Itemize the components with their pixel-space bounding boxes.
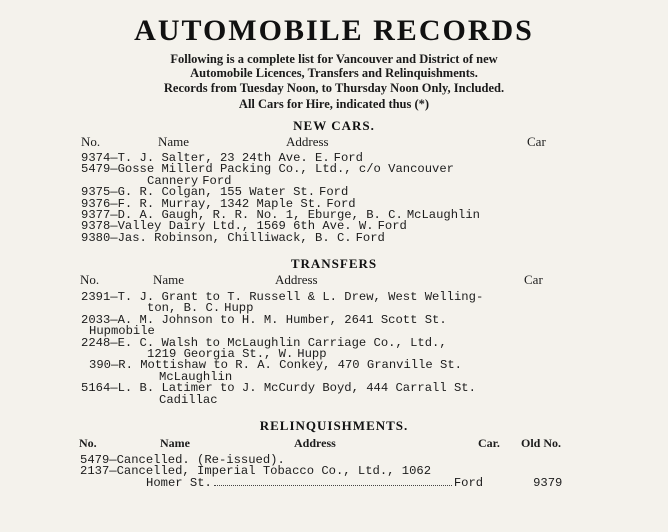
list-item: 5164—L. B. Latimer to J. McCurdy Boyd, 444 Carrall St. Cadillac	[81, 381, 476, 407]
list-item: 9378—Valley Dairy Ltd., 1569 6th Ave. W. Ford	[81, 219, 407, 234]
column-car: Car	[527, 134, 546, 149]
list-item: 2248—E. C. Walsh to McLaughlin Carriage Co., Ltd., 1219 Georgia St., W. Hupp	[81, 335, 447, 361]
new-cars-heading: NEW CARS.	[293, 118, 375, 133]
column-car: Car	[524, 272, 543, 287]
transfers-list	[81, 292, 566, 406]
list-item: 5479—Cancelled. (Re-issued).	[80, 453, 285, 467]
transfers-heading: TRANSFERS	[290, 256, 378, 271]
car-make: Ford	[319, 185, 349, 200]
column-car: Car.	[478, 436, 500, 450]
column-old-no: Old No.	[521, 436, 562, 450]
intro-line-4: All Cars for Hire, indicated thus (*)	[238, 97, 430, 111]
column-name: Name	[160, 436, 190, 450]
list-item: 9374—T. J. Salter, 23 24th Ave. E. Ford	[81, 151, 363, 165]
relinquishments-heading: RELINQUISHMENTS.	[259, 418, 409, 433]
list-item: 9380—Jas. Robinson, Chilliwack, B. C. Ford	[81, 230, 385, 245]
intro-line-2: Automobile Licences, Transfers and Relinquishments.	[190, 66, 478, 80]
car-make: Ford	[202, 173, 232, 188]
car-make: McLaughlin	[159, 369, 233, 384]
old-number: 9379	[533, 475, 563, 490]
car-make: Ford	[453, 475, 484, 490]
car-make: Cadillac	[159, 392, 218, 407]
column-no: No.	[80, 272, 100, 287]
page-title: AUTOMOBILE RECORDS	[134, 14, 534, 47]
list-item: 9375—G. R. Colgan, 155 Water St. Ford	[81, 185, 349, 200]
list-item: 9377—D. A. Gaugh, R. R. No. 1, Eburge, B. C. McLaughlin	[81, 207, 480, 222]
list-item: 5479—Gosse Millerd Packing Co., Ltd., c/o Vancouver Cannery Ford	[81, 162, 454, 188]
list-item: 2391—T. J. Grant to T. Russell & L. Drew, West Welling- ton, B. C. Hupp	[81, 290, 484, 316]
intro-line-3: Records from Tuesday Noon, to Thursday Noon Only, Included.	[163, 81, 505, 95]
car-make: Ford	[333, 151, 363, 165]
intro-line-1: Following is a complete list for Vancouver and District of new	[170, 52, 498, 66]
column-name: Name	[158, 134, 190, 149]
new-cars-list	[81, 153, 570, 244]
car-make: Ford	[377, 219, 407, 234]
car-make: McLaughlin	[406, 207, 480, 222]
column-no: No.	[81, 134, 101, 149]
column-name: Name	[153, 272, 185, 287]
car-make: Ford	[326, 196, 356, 211]
car-make: Hupp	[224, 301, 254, 316]
list-item: 2137—Cancelled, Imperial Tobacco Co., Ltd., 1062 Homer St. Ford 9379	[80, 464, 563, 490]
list-item: 2033—A. M. Johnson to H. M. Humber, 2641 Scott St. Hupmobile	[81, 312, 447, 339]
column-address: Address	[286, 134, 329, 149]
list-item: 9376—F. R. Murray, 1342 Maple St. Ford	[81, 196, 356, 211]
relinquishments-list	[80, 455, 580, 489]
car-make: Ford	[355, 230, 385, 245]
column-address: Address	[294, 436, 336, 450]
list-item: 390—R. Mottishaw to R. A. Conkey, 470 Granville St. McLaughlin	[89, 358, 462, 384]
car-make: Hupmobile	[89, 324, 155, 339]
column-no: No.	[79, 436, 97, 450]
car-make: Hupp	[297, 346, 327, 361]
column-address: Address	[275, 272, 318, 287]
